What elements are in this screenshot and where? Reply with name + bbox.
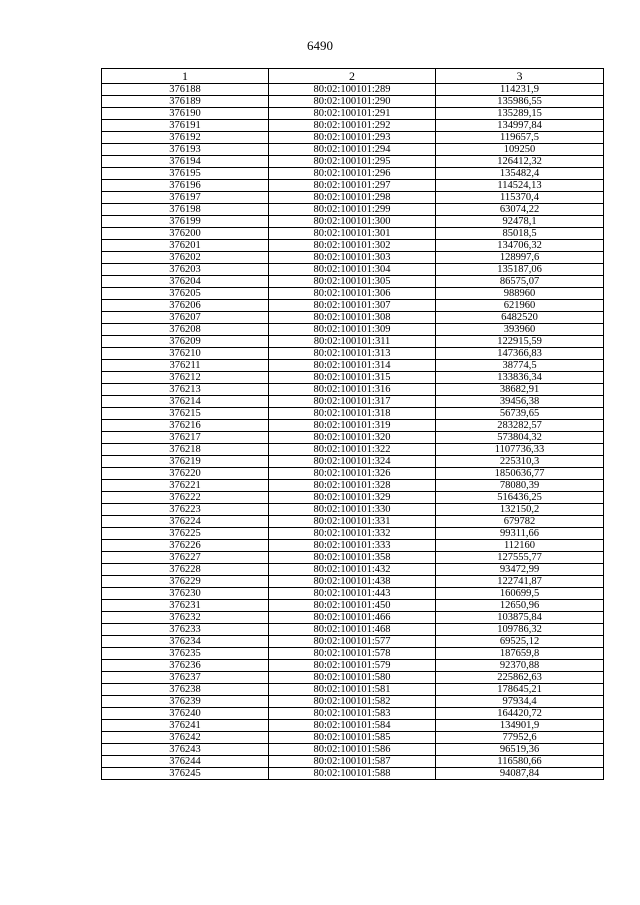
record-number-cell: 376189 — [102, 96, 269, 108]
cadastral-number-cell: 80:02:100101:468 — [269, 624, 436, 636]
table-row — [102, 144, 604, 156]
value-cell: 178645,21 — [436, 684, 604, 696]
table-row — [102, 756, 604, 768]
table-row — [102, 132, 604, 144]
value-cell: 12650,96 — [436, 600, 604, 612]
value-cell: 114524,13 — [436, 180, 604, 192]
record-number-cell: 376244 — [102, 756, 269, 768]
record-number-cell: 376194 — [102, 156, 269, 168]
table-row — [102, 420, 604, 432]
record-number-cell: 376225 — [102, 528, 269, 540]
record-number-cell: 376211 — [102, 360, 269, 372]
table-row — [102, 252, 604, 264]
record-number-cell: 376221 — [102, 480, 269, 492]
record-number-cell: 376240 — [102, 708, 269, 720]
record-number-cell: 376230 — [102, 588, 269, 600]
value-cell: 135289,15 — [436, 108, 604, 120]
value-cell: 109786,32 — [436, 624, 604, 636]
table-row — [102, 120, 604, 132]
record-number-cell: 376222 — [102, 492, 269, 504]
value-cell: 77952,6 — [436, 732, 604, 744]
table-row — [102, 552, 604, 564]
record-number-cell: 376228 — [102, 564, 269, 576]
table-row — [102, 576, 604, 588]
value-cell: 225310,3 — [436, 456, 604, 468]
value-cell: 132150,2 — [436, 504, 604, 516]
cadastral-number-cell: 80:02:100101:315 — [269, 372, 436, 384]
value-cell: 114231,9 — [436, 84, 604, 96]
table-row — [102, 192, 604, 204]
table-row — [102, 216, 604, 228]
table-row — [102, 204, 604, 216]
cadastral-number-cell: 80:02:100101:587 — [269, 756, 436, 768]
record-number-cell: 376210 — [102, 348, 269, 360]
record-number-cell: 376193 — [102, 144, 269, 156]
table-row — [102, 96, 604, 108]
cadastral-number-cell: 80:02:100101:586 — [269, 744, 436, 756]
record-number-cell: 376199 — [102, 216, 269, 228]
column-header-2: 2 — [269, 69, 436, 84]
value-cell: 97934,4 — [436, 696, 604, 708]
cadastral-number-cell: 80:02:100101:304 — [269, 264, 436, 276]
table-row — [102, 492, 604, 504]
cadastral-number-cell: 80:02:100101:299 — [269, 204, 436, 216]
value-cell: 78080,39 — [436, 480, 604, 492]
value-cell: 85018,5 — [436, 228, 604, 240]
cadastral-number-cell: 80:02:100101:324 — [269, 456, 436, 468]
record-number-cell: 376214 — [102, 396, 269, 408]
value-cell: 1107736,33 — [436, 444, 604, 456]
table-row — [102, 504, 604, 516]
table-row — [102, 456, 604, 468]
value-cell: 56739,65 — [436, 408, 604, 420]
value-cell: 393960 — [436, 324, 604, 336]
record-number-cell: 376203 — [102, 264, 269, 276]
cadastral-number-cell: 80:02:100101:295 — [269, 156, 436, 168]
table-row — [102, 624, 604, 636]
record-number-cell: 376205 — [102, 288, 269, 300]
value-cell: 679782 — [436, 516, 604, 528]
record-number-cell: 376243 — [102, 744, 269, 756]
value-cell: 119657,5 — [436, 132, 604, 144]
record-number-cell: 376212 — [102, 372, 269, 384]
cadastral-number-cell: 80:02:100101:450 — [269, 600, 436, 612]
table-row — [102, 276, 604, 288]
value-cell: 134706,32 — [436, 240, 604, 252]
table-row — [102, 300, 604, 312]
value-cell: 112160 — [436, 540, 604, 552]
cadastral-number-cell: 80:02:100101:438 — [269, 576, 436, 588]
value-cell: 96519,36 — [436, 744, 604, 756]
record-number-cell: 376190 — [102, 108, 269, 120]
record-number-cell: 376202 — [102, 252, 269, 264]
table-header — [102, 69, 604, 84]
table-row — [102, 240, 604, 252]
cadastral-number-cell: 80:02:100101:313 — [269, 348, 436, 360]
value-cell: 516436,25 — [436, 492, 604, 504]
cadastral-number-cell: 80:02:100101:294 — [269, 144, 436, 156]
cadastral-number-cell: 80:02:100101:443 — [269, 588, 436, 600]
page-number: 6490 — [307, 38, 333, 53]
table-row — [102, 168, 604, 180]
record-number-cell: 376245 — [102, 768, 269, 780]
value-cell: 93472,99 — [436, 564, 604, 576]
table-row — [102, 360, 604, 372]
record-number-cell: 376233 — [102, 624, 269, 636]
table-row — [102, 84, 604, 96]
record-number-cell: 376191 — [102, 120, 269, 132]
record-number-cell: 376197 — [102, 192, 269, 204]
table-row — [102, 516, 604, 528]
value-cell: 122741,87 — [436, 576, 604, 588]
table-row — [102, 408, 604, 420]
record-number-cell: 376200 — [102, 228, 269, 240]
record-number-cell: 376209 — [102, 336, 269, 348]
table-row — [102, 684, 604, 696]
table-row — [102, 468, 604, 480]
cadastral-number-cell: 80:02:100101:306 — [269, 288, 436, 300]
cadastral-number-cell: 80:02:100101:314 — [269, 360, 436, 372]
cadastral-number-cell: 80:02:100101:330 — [269, 504, 436, 516]
cadastral-number-cell: 80:02:100101:289 — [269, 84, 436, 96]
value-cell: 69525,12 — [436, 636, 604, 648]
record-number-cell: 376216 — [102, 420, 269, 432]
header-row — [102, 69, 604, 84]
record-number-cell: 376195 — [102, 168, 269, 180]
cadastral-number-cell: 80:02:100101:582 — [269, 696, 436, 708]
cadastral-number-cell: 80:02:100101:328 — [269, 480, 436, 492]
table-row — [102, 648, 604, 660]
table-row — [102, 108, 604, 120]
record-number-cell: 376238 — [102, 684, 269, 696]
cadastral-number-cell: 80:02:100101:588 — [269, 768, 436, 780]
cadastral-number-cell: 80:02:100101:579 — [269, 660, 436, 672]
value-cell: 135187,06 — [436, 264, 604, 276]
record-number-cell: 376231 — [102, 600, 269, 612]
table-row — [102, 564, 604, 576]
cadastral-number-cell: 80:02:100101:466 — [269, 612, 436, 624]
cadastral-number-cell: 80:02:100101:333 — [269, 540, 436, 552]
record-number-cell: 376196 — [102, 180, 269, 192]
record-number-cell: 376234 — [102, 636, 269, 648]
table-row — [102, 336, 604, 348]
table-row — [102, 180, 604, 192]
cadastral-number-cell: 80:02:100101:318 — [269, 408, 436, 420]
value-cell: 63074,22 — [436, 204, 604, 216]
record-number-cell: 376235 — [102, 648, 269, 660]
value-cell: 128997,6 — [436, 252, 604, 264]
value-cell: 135482,4 — [436, 168, 604, 180]
table-row — [102, 156, 604, 168]
record-number-cell: 376213 — [102, 384, 269, 396]
cadastral-number-cell: 80:02:100101:297 — [269, 180, 436, 192]
cadastral-number-cell: 80:02:100101:301 — [269, 228, 436, 240]
cadastral-number-cell: 80:02:100101:292 — [269, 120, 436, 132]
table-row — [102, 636, 604, 648]
value-cell: 225862,63 — [436, 672, 604, 684]
table-row — [102, 528, 604, 540]
record-number-cell: 376241 — [102, 720, 269, 732]
record-number-cell: 376224 — [102, 516, 269, 528]
cadastral-number-cell: 80:02:100101:303 — [269, 252, 436, 264]
value-cell: 6482520 — [436, 312, 604, 324]
record-number-cell: 376207 — [102, 312, 269, 324]
record-number-cell: 376237 — [102, 672, 269, 684]
value-cell: 92370,88 — [436, 660, 604, 672]
cadastral-number-cell: 80:02:100101:300 — [269, 216, 436, 228]
cadastral-number-cell: 80:02:100101:305 — [269, 276, 436, 288]
cadastral-number-cell: 80:02:100101:332 — [269, 528, 436, 540]
cadastral-number-cell: 80:02:100101:432 — [269, 564, 436, 576]
cadastral-number-cell: 80:02:100101:584 — [269, 720, 436, 732]
value-cell: 122915,59 — [436, 336, 604, 348]
record-number-cell: 376217 — [102, 432, 269, 444]
value-cell: 115370,4 — [436, 192, 604, 204]
table-row — [102, 540, 604, 552]
table-row — [102, 720, 604, 732]
table-row — [102, 708, 604, 720]
value-cell: 134901,9 — [436, 720, 604, 732]
value-cell: 134997,84 — [436, 120, 604, 132]
cadastral-number-cell: 80:02:100101:291 — [269, 108, 436, 120]
cadastral-number-cell: 80:02:100101:331 — [269, 516, 436, 528]
table-row — [102, 768, 604, 780]
table-row — [102, 324, 604, 336]
value-cell: 1850636,77 — [436, 468, 604, 480]
value-cell: 147366,83 — [436, 348, 604, 360]
table-row — [102, 396, 604, 408]
record-number-cell: 376215 — [102, 408, 269, 420]
cadastral-number-cell: 80:02:100101:309 — [269, 324, 436, 336]
table-row — [102, 696, 604, 708]
value-cell: 187659,8 — [436, 648, 604, 660]
record-number-cell: 376232 — [102, 612, 269, 624]
cadastral-number-cell: 80:02:100101:298 — [269, 192, 436, 204]
cadastral-number-cell: 80:02:100101:316 — [269, 384, 436, 396]
value-cell: 109250 — [436, 144, 604, 156]
value-cell: 39456,38 — [436, 396, 604, 408]
table-row — [102, 744, 604, 756]
record-number-cell: 376227 — [102, 552, 269, 564]
table-row — [102, 384, 604, 396]
value-cell: 988960 — [436, 288, 604, 300]
value-cell: 126412,32 — [436, 156, 604, 168]
value-cell: 135986,55 — [436, 96, 604, 108]
cadastral-number-cell: 80:02:100101:326 — [269, 468, 436, 480]
value-cell: 133836,34 — [436, 372, 604, 384]
cadastral-number-cell: 80:02:100101:583 — [269, 708, 436, 720]
cadastral-number-cell: 80:02:100101:296 — [269, 168, 436, 180]
table-body — [102, 84, 604, 780]
cadastral-number-cell: 80:02:100101:329 — [269, 492, 436, 504]
value-cell: 38774,5 — [436, 360, 604, 372]
cadastral-number-cell: 80:02:100101:581 — [269, 684, 436, 696]
value-cell: 99311,66 — [436, 528, 604, 540]
table-row — [102, 228, 604, 240]
value-cell: 621960 — [436, 300, 604, 312]
value-cell: 283282,57 — [436, 420, 604, 432]
value-cell: 164420,72 — [436, 708, 604, 720]
record-number-cell: 376188 — [102, 84, 269, 96]
cadastral-number-cell: 80:02:100101:358 — [269, 552, 436, 564]
value-cell: 94087,84 — [436, 768, 604, 780]
table-row — [102, 672, 604, 684]
cadastral-number-cell: 80:02:100101:577 — [269, 636, 436, 648]
record-number-cell: 376208 — [102, 324, 269, 336]
value-cell: 160699,5 — [436, 588, 604, 600]
cadastral-number-cell: 80:02:100101:322 — [269, 444, 436, 456]
table-row — [102, 444, 604, 456]
column-header-1: 1 — [102, 69, 269, 84]
value-cell: 92478,1 — [436, 216, 604, 228]
record-number-cell: 376226 — [102, 540, 269, 552]
column-header-3: 3 — [436, 69, 604, 84]
cadastral-number-cell: 80:02:100101:302 — [269, 240, 436, 252]
cadastral-number-cell: 80:02:100101:308 — [269, 312, 436, 324]
cadastral-number-cell: 80:02:100101:317 — [269, 396, 436, 408]
value-cell: 127555,77 — [436, 552, 604, 564]
cadastral-number-cell: 80:02:100101:580 — [269, 672, 436, 684]
value-cell: 86575,07 — [436, 276, 604, 288]
record-number-cell: 376219 — [102, 456, 269, 468]
table-row — [102, 732, 604, 744]
record-number-cell: 376236 — [102, 660, 269, 672]
record-number-cell: 376206 — [102, 300, 269, 312]
cadastral-number-cell: 80:02:100101:585 — [269, 732, 436, 744]
cadastral-number-cell: 80:02:100101:320 — [269, 432, 436, 444]
table-row — [102, 312, 604, 324]
record-number-cell: 376218 — [102, 444, 269, 456]
record-number-cell: 376201 — [102, 240, 269, 252]
record-number-cell: 376239 — [102, 696, 269, 708]
table-row — [102, 264, 604, 276]
table-row — [102, 348, 604, 360]
value-cell: 116580,66 — [436, 756, 604, 768]
value-cell: 103875,84 — [436, 612, 604, 624]
cadastral-number-cell: 80:02:100101:293 — [269, 132, 436, 144]
registry-table — [101, 68, 604, 780]
record-number-cell: 376204 — [102, 276, 269, 288]
table-row — [102, 372, 604, 384]
table-row — [102, 480, 604, 492]
table-row — [102, 588, 604, 600]
table-row — [102, 288, 604, 300]
value-cell: 38682,91 — [436, 384, 604, 396]
record-number-cell: 376242 — [102, 732, 269, 744]
record-number-cell: 376229 — [102, 576, 269, 588]
record-number-cell: 376198 — [102, 204, 269, 216]
cadastral-number-cell: 80:02:100101:290 — [269, 96, 436, 108]
record-number-cell: 376192 — [102, 132, 269, 144]
record-number-cell: 376223 — [102, 504, 269, 516]
table-row — [102, 432, 604, 444]
cadastral-number-cell: 80:02:100101:319 — [269, 420, 436, 432]
cadastral-number-cell: 80:02:100101:578 — [269, 648, 436, 660]
table-row — [102, 660, 604, 672]
value-cell: 573804,32 — [436, 432, 604, 444]
cadastral-number-cell: 80:02:100101:311 — [269, 336, 436, 348]
record-number-cell: 376220 — [102, 468, 269, 480]
table-row — [102, 612, 604, 624]
table-row — [102, 600, 604, 612]
cadastral-number-cell: 80:02:100101:307 — [269, 300, 436, 312]
